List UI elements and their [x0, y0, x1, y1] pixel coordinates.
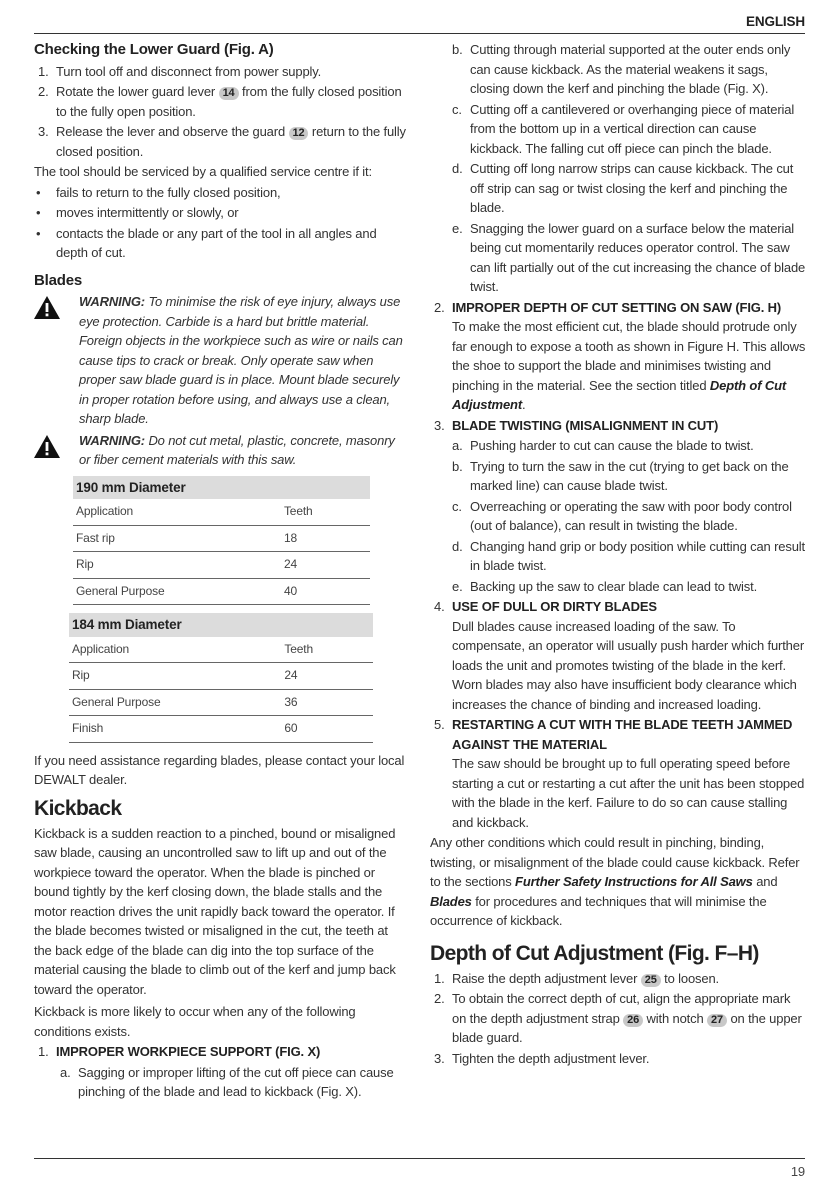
cell: 40 [260, 578, 370, 605]
warning-text: To minimise the risk of eye injury, always use eye protection. Carbide is a hard but brittle material. Foreign objects in the workpiece such as wire or nails can cause tips to crack or break. Only operate saw when proper saw blade guard is in place. Mount blade securely in proper rotation before using, and always use a clean, sharp blade. [79, 294, 403, 426]
lower-guard-heading: Checking the Lower Guard (Fig. A) [34, 41, 274, 58]
warning-label: WARNING: [79, 432, 145, 448]
section-reference: Depth of Cut Adjustment [452, 377, 787, 412]
step-text: with notch [646, 1010, 704, 1026]
step-number: 2. [434, 991, 445, 1006]
step-number: 2. [38, 84, 49, 99]
item-text: Changing hand grip or body position while cutting can result in blade twist. [470, 538, 805, 573]
condition-title: RESTARTING A CUT WITH THE BLADE TEETH JAMMED AGAINST THE MATERIAL [452, 717, 793, 752]
step-text: from the fully closed position to the fully open position. [56, 84, 402, 119]
step-text: To obtain the correct depth of cut, align the appropriate mark on the depth adjustment strap [452, 991, 791, 1026]
step-text: Turn tool off and disconnect from power supply. [56, 63, 322, 79]
step-text: Rotate the lower guard lever [56, 84, 216, 99]
condition-text: The saw should be brought up to full operating speed before starting a cut or restarting a cut after the unit has been stopped with the blade in the kerf. Failure to do so can cause stalling and kickback. [452, 756, 805, 830]
item-letter: d. [452, 161, 463, 176]
column-header: Teeth [260, 637, 373, 663]
warning-triangle-icon [34, 435, 60, 458]
closing-text: Any other conditions which could result in pinching, binding, twisting, or misalignment of the blade could cause kickback. Refer to the sections [430, 835, 800, 889]
closing-text: for procedures and techniques that will minimise the occurrence of kickback. [430, 893, 767, 928]
step-number: 1. [434, 970, 445, 986]
left-column [34, 40, 408, 1103]
blades-heading: Blades [34, 271, 82, 289]
item-letter: c. [452, 498, 462, 514]
section-reference: Blades [430, 893, 472, 909]
table-row [73, 552, 370, 579]
cell: General Purpose [73, 578, 260, 605]
bullet-item: • fails to return to the fully closed position, [36, 184, 281, 200]
list-item [430, 100, 806, 159]
list-item [430, 577, 806, 597]
list-item [34, 122, 408, 161]
item-letter: a. [452, 438, 463, 453]
list-item [430, 537, 806, 576]
table-title: 190 mm Diameter [73, 476, 370, 500]
cell: 36 [260, 689, 373, 716]
cell: 60 [260, 716, 373, 743]
service-intro: The tool should be serviced by a qualified service centre if it: [34, 164, 372, 179]
item-text: Cutting through material supported at the outer ends only can cause kickback. As the material weakens it sags, closing down the kerf and pinching the blade (Fig. X). [470, 42, 791, 96]
step-number: 3. [434, 1050, 445, 1066]
section-reference: Further Safety Instructions for All Saws [515, 874, 753, 889]
condition-text: Dull blades cause increased loading of the saw. To compensate, an operator will usually push harder which further loads the unit and promotes twisting of the blade in the kerf. Worn blades may also have insufficient body clearance which increases the chance of binding and increased loading. [452, 618, 805, 712]
item-number: 1. [38, 1044, 49, 1059]
table-title: 184 mm Diameter [69, 613, 373, 637]
kickback-paragraph: Kickback is more likely to occur when any of the following conditions exists. [34, 1004, 356, 1039]
condition-item [430, 715, 806, 832]
bullet-text: moves intermittently or slowly, or [56, 205, 239, 220]
bullet-item: • moves intermittently or slowly, or [36, 205, 239, 220]
condition-title: IMPROPER DEPTH OF CUT SETTING ON SAW (FIG. H) [452, 299, 782, 315]
cell: 18 [260, 525, 370, 552]
item-number: 4. [434, 599, 445, 614]
kickback-paragraph: Kickback is a sudden reaction to a pinched, bound or misaligned saw blade, causing an uncontrolled saw to lift up and out of the workpiece toward the operator. When the blade is pinched or bound tightly by the kerf closing down, the blade stalls and the motor reaction drives the unit rapidly back toward the operator. If the blade becomes twisted or misaligned in the cut, the teeth at the back edge of the blade can dig into the top surface of the material causing the blade to climb out of the kerf and jump back toward the operator. [34, 825, 396, 997]
item-letter: e. [452, 578, 463, 594]
item-text: Overreaching or operating the saw with poor body control (out of balance), can result in twisting the blade. [470, 498, 792, 533]
list-item [34, 1063, 408, 1102]
callout-badge: 25 [641, 974, 661, 987]
page-number: 19 [790, 1164, 805, 1179]
warning-block [34, 292, 408, 429]
column-header: Application [73, 499, 260, 525]
language-label: ENGLISH [746, 14, 805, 29]
list-item [430, 436, 806, 456]
list-item [34, 82, 408, 121]
footer-rule [34, 1158, 805, 1159]
blade-table-190 [73, 476, 370, 606]
kickback-closing [430, 833, 806, 931]
condition-item [430, 416, 806, 436]
header-rule [34, 33, 805, 34]
list-item [430, 497, 806, 536]
callout-badge: 26 [623, 1014, 643, 1027]
list-item [430, 219, 806, 297]
cell: Fast rip [73, 525, 260, 552]
condition-item [430, 298, 806, 415]
list-item [430, 40, 806, 99]
condition-item [430, 597, 806, 714]
warning-triangle-icon [34, 296, 60, 319]
step-text: Tighten the depth adjustment lever. [452, 1050, 650, 1066]
column-header: Teeth [260, 499, 370, 525]
condition-title: USE OF DULL OR DIRTY BLADES [452, 599, 657, 614]
cell: Finish [69, 716, 260, 743]
warning-block [34, 431, 408, 470]
table-row [69, 689, 373, 716]
callout-badge: 27 [707, 1014, 727, 1027]
item-text: Cutting off long narrow strips can cause kickback. The cut off strip can sag or twist closing the kerf and pinching the blade. [470, 161, 794, 215]
item-text: Cutting off a cantilevered or overhanging piece of material from the bottom up in a vertical direction can cause kickback. The falling cut off piece can pinch the blade. [470, 101, 795, 156]
item-letter: b. [452, 42, 463, 57]
cell: General Purpose [69, 689, 260, 716]
item-letter: c. [452, 101, 462, 117]
item-number: 3. [434, 417, 445, 433]
item-letter: e. [452, 220, 463, 236]
step-number: 3. [38, 124, 49, 139]
kickback-heading: Kickback [34, 796, 122, 820]
bullet-text: contacts the blade or any part of the tool in all angles and depth of cut. [56, 225, 377, 260]
column-header: Application [69, 637, 260, 663]
condition-title: IMPROPER WORKPIECE SUPPORT (FIG. X) [56, 1044, 321, 1059]
cell: 24 [260, 552, 370, 579]
callout-badge: 14 [219, 87, 239, 100]
callout-badge: 12 [289, 127, 309, 140]
step-number: 1. [38, 63, 49, 79]
cell: 24 [260, 663, 373, 690]
condition-text: To make the most efficient cut, the blade should protrude only far enough to expose a tooth as shown in Figure H. This allows the shoe to support the blade and minimises twisting and pinching in the material. See the section titled [452, 319, 806, 393]
step-text: Release the lever and observe the guard [56, 124, 286, 139]
condition-title: BLADE TWISTING (MISALIGNMENT IN CUT) [452, 417, 719, 433]
item-number: 2. [434, 299, 445, 315]
warning-label: WARNING: [79, 294, 145, 309]
list-item [430, 989, 806, 1048]
warning-text: Do not cut metal, plastic, concrete, masonry or fiber cement materials with this saw. [79, 432, 395, 467]
condition-item [34, 1042, 408, 1062]
item-number: 5. [434, 717, 445, 732]
table-row [73, 525, 370, 552]
table-row [73, 578, 370, 605]
list-item [430, 969, 806, 989]
list-item [430, 159, 806, 218]
item-text: Sagging or improper lifting of the cut off piece can cause pinching of the blade and lead to kickback (Fig. X). [78, 1064, 394, 1099]
list-item [430, 457, 806, 496]
bullet-item: • contacts the blade or any part of the tool in all angles and depth of cut. [36, 225, 377, 260]
item-letter: b. [452, 458, 463, 474]
item-text: Backing up the saw to clear blade can lead to twist. [470, 578, 758, 594]
cell: Rip [69, 663, 260, 690]
step-text: return to the fully closed position. [56, 124, 406, 159]
step-text: to loosen. [664, 970, 720, 986]
item-letter: a. [60, 1064, 71, 1080]
bullet-text: fails to return to the fully closed position, [56, 184, 281, 200]
list-item [34, 62, 408, 82]
step-text: Raise the depth adjustment lever [452, 970, 638, 986]
item-text: Snagging the lower guard on a surface below the material being cut momentarily reduces operator control. The saw can lift partially out of the cut increasing the chance of blade twist. [470, 220, 806, 294]
step-text: on the upper blade guard. [452, 1010, 802, 1045]
closing-text: and [756, 874, 778, 889]
table-row [69, 663, 373, 690]
list-item [430, 1049, 806, 1069]
item-text: Pushing harder to cut can cause the blade to twist. [470, 438, 754, 453]
item-text: Trying to turn the saw in the cut (trying to get back on the marked line) can cause blade twist. [470, 458, 789, 493]
right-column [430, 40, 806, 1069]
table-row [69, 716, 373, 743]
cell: Rip [73, 552, 260, 579]
item-letter: d. [452, 538, 463, 554]
punctuation: . [522, 397, 526, 412]
blade-table-184 [69, 613, 373, 743]
assist-text: If you need assistance regarding blades, please contact your local DEWALT dealer. [34, 752, 405, 787]
depth-heading: Depth of Cut Adjustment (Fig. F–H) [430, 941, 759, 965]
